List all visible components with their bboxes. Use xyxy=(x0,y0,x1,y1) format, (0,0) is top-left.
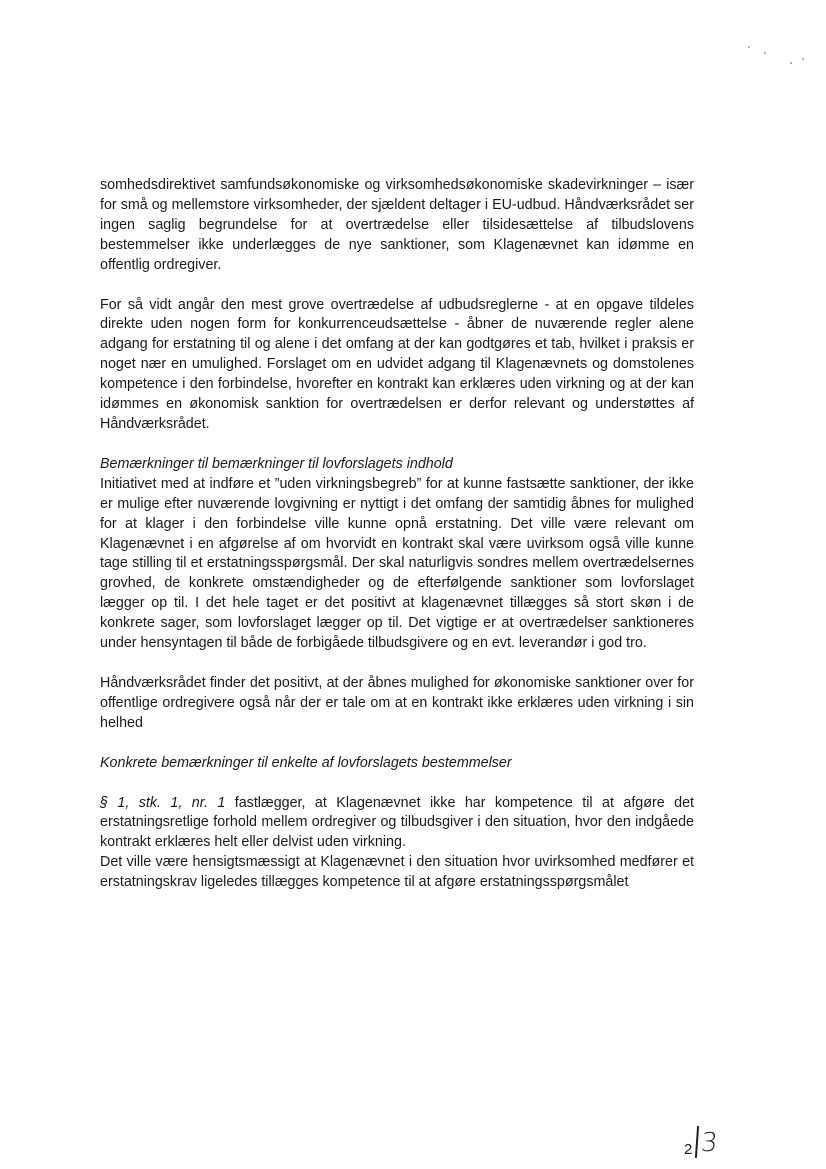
page-number-current: 2 xyxy=(684,1141,693,1158)
paragraph-initiativet: Initiativet med at indføre et ”uden virkningsbegreb” for at kunne fastsætte sanktioner, der ikke er mulige efter nuværende lovgivning er nyttigt i det omfang der samtidig åbnes for mulighed for at klager i den forbindelse ville kunne opnå erstatning. Det ville være relevant om Klagenævnet i en afgørelse af om hvorvidt en kontrakt skal være uvirksom også ville kunne tage stilling til et erstatningsspørgsmål. Der skal naturligvis sondres mellem overtrædelsernes grovhed, de konkrete omstændigheder og de efterfølgende sanktioner som lovforslaget lægger op til. I det hele taget er det positivt at klagenævnet tillægges så stort skøn i de konkrete sager, som lovforslaget lægger op til. Det vigtige er at overtrædelser sanktioneres under hensyntagen til både de forbigåede tilbudsgivere og en evt. leverandør i god tro. xyxy=(100,475,694,652)
law-reference-text: fastlægger, at Klagenævnet ikke har kompetence til at afgøre det erstatningsretlige forhold mellem ordregiver og tilbudsgiver i den situation, hvor den indgåede kontrakt erklæres helt eller delvist uden virkning. xyxy=(100,794,694,851)
paragraph-intro: somhedsdirektivet samfundsøkonomiske og virksomhedsøkonomiske skadevirkninger – især for små og mellemstore virksomheder, der sjældent deltager i EU-udbud. Håndværksrådet ser ingen saglig begrundelse for at overtrædelse eller tilsidesættelse af tilbudslovens bestemmelser ikke underlægges de nye sanktioner, som Klagenævnet kan idømme en offentlig ordregiver. xyxy=(100,177,694,273)
page-number-total: 3 xyxy=(699,1128,720,1158)
scan-specks xyxy=(740,38,810,68)
law-reference: § 1, stk. 1, nr. 1 xyxy=(100,794,226,811)
page-number-slash xyxy=(695,1126,699,1158)
paragraph-paragraf-1 xyxy=(100,794,694,854)
paragraph-okonomiske-sanktioner: Håndværksrådet finder det positivt, at der åbnes mulighed for økonomiske sanktioner over for offentlige ordregivere også når der er tale om at en kontrakt ikke erklæres uden virkning i sin helhed xyxy=(100,674,694,731)
section-heading-bestemmelser: Konkrete bemærkninger til enkelte af lovforslagets bestemmelser xyxy=(100,754,512,771)
document-body xyxy=(100,176,694,893)
paragraph-hensigtsmaessigt: Det ville være hensigtsmæssigt at Klagenævnet i den situation hvor uvirksomhed medfører et erstatningskrav ligeledes tillægges kompetence til at afgøre erstatningsspørgsmålet xyxy=(100,854,694,891)
paragraph-grove-overtraedelse: For så vidt angår den mest grove overtrædelse af udbudsreglerne - at en opgave tildeles direkte uden nogen form for konkurrenceudsættelse - åbner de nuværende regler alene adgang for erstatning til og alene i det omfang at der kan godtgøres et tab, hvilket i praksis er noget nær en umulighed. Forslaget om en udvidet adgang til Klagenævnets og domstolenes kompetence i den forbindelse, hvorefter en kontrakt kan erklæres uden virkning og at der kan idømmes en økonomisk sanktion for overtrædelsen er derfor relevant og understøttes af Håndværksrådet. xyxy=(100,296,694,432)
section-heading-indhold: Bemærkninger til bemærkninger til lovforslagets indhold xyxy=(100,455,453,472)
page-number xyxy=(684,1126,718,1158)
